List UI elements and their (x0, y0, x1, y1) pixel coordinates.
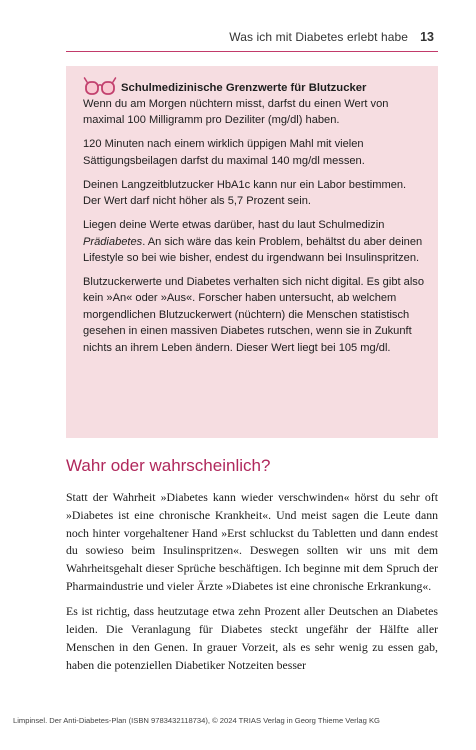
section-heading: Wahr oder wahrscheinlich? (66, 456, 271, 475)
info-paragraph-3: Deinen Langzeitblutzucker HbA1c kann nur ein Labor bestimmen. Der Wert darf nicht höher als 5,7 Prozent sein. (83, 178, 407, 208)
info-box (66, 66, 438, 438)
prediabetes-term: Prädiabetes (83, 235, 143, 248)
body-paragraph-1: Statt der Wahrheit »Diabetes kann wieder verschwinden« hörst du sehr oft »Diabetes ist eine chronische Krankheit«. Und meist sagen die Leute dann noch hinter vorgehaltener Hand »Erst schluckst du Tabletten und dann endest du sowieso beim Insulinspritzen«. Deswegen sollten wir uns mit dem Wahrheitsgehalt dieser Sprüche beschäftigen. Ich beginne mit dem Spruch der Pharmaindustrie und vieler Ärzte »Diabetes ist eine chronische Erkrankung«. (66, 490, 438, 593)
body-text (66, 489, 438, 682)
body-paragraph-2: Es ist richtig, dass heutzutage etwa zehn Prozent aller Deutschen an Diabetes leiden. Die Veranlagung für Diabetes steckt ungefähr der Hälfte aller Menschen in den Genen. In grauer Vorzeit, als es sehr wenig zu essen gab, haben die potenziellen Diabetiker Notzeiten besser (66, 604, 438, 672)
info-paragraph-2: 120 Minuten nach einem wirklich üppigen Mahl mit vielen Sättigungsbeilagen darfst du maximal 140 mg/dl messen. (83, 138, 365, 167)
info-paragraph-5: Blutzuckerwerte und Diabetes verhalten sich nicht digital. Es gibt also kein »An« oder »Aus«. Forscher haben untersucht, ab welchem morgendlichen Blutzuckerwert (nüchtern) die Menschen statistisch gesehen in einen massiven Diabetes rutschen, wenn sie in Zukunft nichts an ihrem Leben ändern. Dieser Wert liegt bei 105 mg/dl. (83, 276, 425, 354)
info-paragraph-4 (83, 217, 424, 266)
info-paragraph-4-start: Liegen deine Werte etwas darüber, hast du laut Schulmedizin (83, 219, 385, 232)
footer-copyright: Limpinsel. Der Anti-Diabetes-Plan (ISBN 9783432118734), © 2024 TRIAS Verlag in Georg Thieme Verlag KG (13, 716, 380, 725)
glasses-icon (83, 76, 117, 98)
header-rule (66, 51, 438, 52)
running-header (60, 30, 434, 44)
running-header-section: Was ich mit Diabetes erlebt habe (229, 30, 409, 44)
info-paragraph-4-end: . An sich wäre das kein Problem, behältst du aber deinen Lifestyle so bei wie bisher, endest du irgendwann bei Insulinspritzen. (83, 235, 423, 265)
info-box-header (83, 76, 424, 98)
info-paragraph-1: Wenn du am Morgen nüchtern misst, darfst du einen Wert von maximal 100 Milligramm pro Deziliter (mg/dl) haben. (83, 98, 389, 127)
info-box-title: Schulmedizinische Grenzwerte für Blutzucker (121, 81, 367, 94)
page-number: 13 (420, 30, 434, 44)
